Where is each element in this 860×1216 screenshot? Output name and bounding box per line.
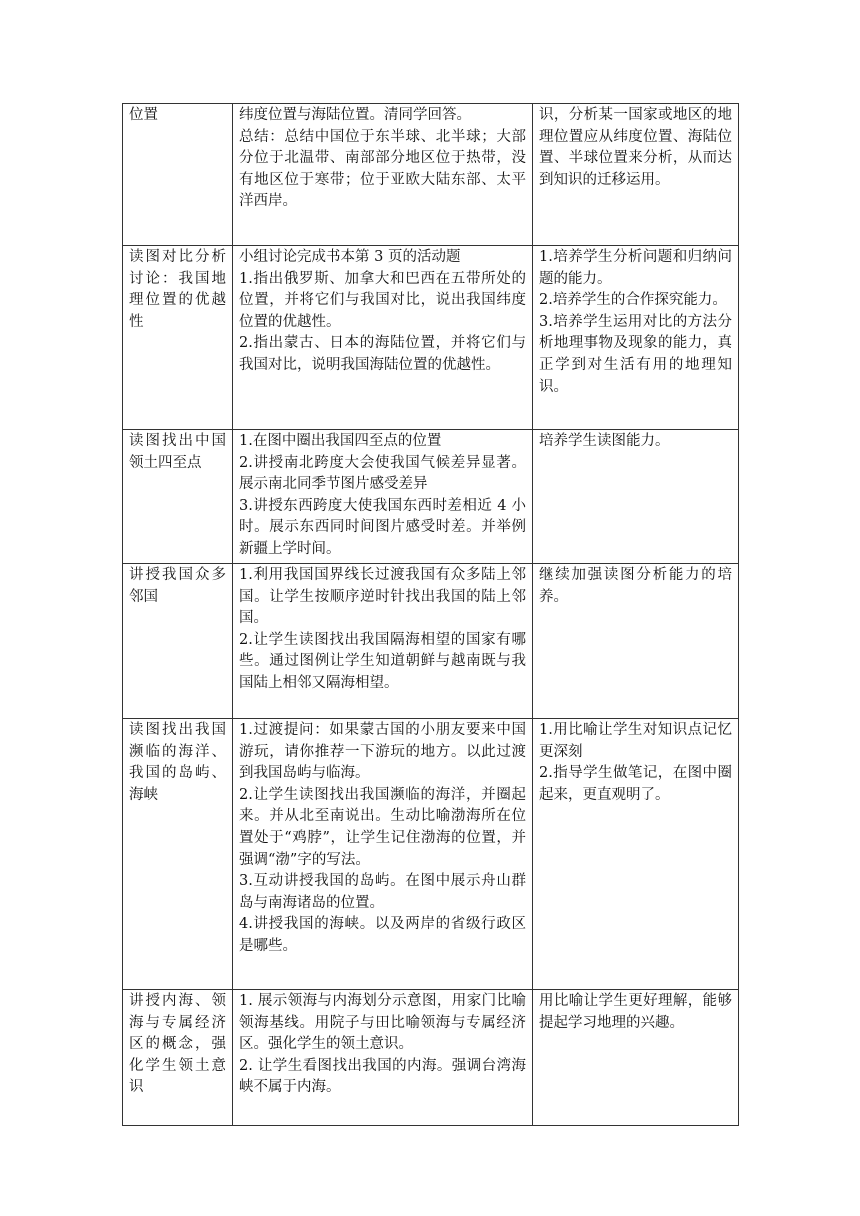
- intent-cell: 用比喻让学生更好理解，能够提起学习地理的兴趣。: [533, 990, 739, 1126]
- topic-cell: 读图找出我国濒临的海洋、我国的岛屿、海峡: [123, 719, 233, 990]
- activity-cell: 1.过渡提问：如果蒙古国的小朋友要来中国游玩，请你推荐一下游玩的地方。以此过渡到我国岛屿与临海。 2.让学生读图找出我国濒临的海洋，并圈起来。并从北至南说出。生动比喻渤海所在位置处于“鸡脖”，让学生记住渤海的位置，并强调“渤”字的写法。 3.互动讲授我国的岛屿。在图中展示舟山群岛与南海诸岛的位置。 4.讲授我国的海峡。以及两岸的省级行政区是哪些。: [233, 719, 533, 990]
- topic-cell: 讲授我国众多邻国: [123, 564, 233, 719]
- activity-cell: 1. 展示领海与内海划分示意图，用家门比喻领海基线。用院子与田比喻领海与专属经济区。强化学生的领土意识。 2. 让学生看图找出我国的内海。强调台湾海峡不属于内海。: [233, 990, 533, 1126]
- activity-cell: 1.在图中圈出我国四至点的位置 2.讲授南北跨度大会使我国气候差异显著。展示南北同季节图片感受差异 3.讲授东西跨度大使我国东西时差相近 4 小时。展示东西同时间图片感受时差。并举例新疆上学时间。: [233, 430, 533, 564]
- topic-cell: 读图对比分析讨论：我国地理位置的优越性: [123, 246, 233, 430]
- intent-cell: 继续加强读图分析能力的培养。: [533, 564, 739, 719]
- activity-cell: 小组讨论完成书本第 3 页的活动题 1.指出俄罗斯、加拿大和巴西在五带所处的位置，并将它们与我国对比，说出我国纬度位置的优越性。 2.指出蒙古、日本的海陆位置，并将它们与我国对比，说明我国海陆位置的优越性。: [233, 246, 533, 430]
- topic-cell: 讲授内海、领海与专属经济区的概念，强化学生领土意识: [123, 990, 233, 1126]
- topic-cell: 位置: [123, 104, 233, 246]
- intent-cell: 1.培养学生分析问题和归纳问题的能力。 2.培养学生的合作探究能力。 3.培养学生运用对比的方法分析地理事物及现象的能力，真正学到对生活有用的地理知识。: [533, 246, 739, 430]
- activity-cell: 1.利用我国国界线长过渡我国有众多陆上邻国。让学生按顺序逆时针找出我国的陆上邻国。 2.让学生读图找出我国隔海相望的国家有哪些。通过图例让学生知道朝鲜与越南既与我国陆上相邻又隔海相望。: [233, 564, 533, 719]
- topic-cell: 读图找出中国领土四至点: [123, 430, 233, 564]
- table-row: [123, 430, 739, 564]
- table-row: [123, 246, 739, 430]
- table-row: [123, 104, 739, 246]
- intent-cell: 识，分析某一国家或地区的地理位置应从纬度位置、海陆位置、半球位置来分析，从而达到知识的迁移运用。: [533, 104, 739, 246]
- lesson-plan-table: [122, 103, 739, 1126]
- intent-cell: 1.用比喻让学生对知识点记忆更深刻 2.指导学生做笔记，在图中圈起来，更直观明了。: [533, 719, 739, 990]
- table-row: [123, 719, 739, 990]
- table-row: [123, 564, 739, 719]
- activity-cell: 纬度位置与海陆位置。清同学回答。 总结：总结中国位于东半球、北半球；大部分位于北温带、南部部分地区位于热带，没有地区位于寒带；位于亚欧大陆东部、太平洋西岸。: [233, 104, 533, 246]
- table-row: [123, 990, 739, 1126]
- intent-cell: 培养学生读图能力。: [533, 430, 739, 564]
